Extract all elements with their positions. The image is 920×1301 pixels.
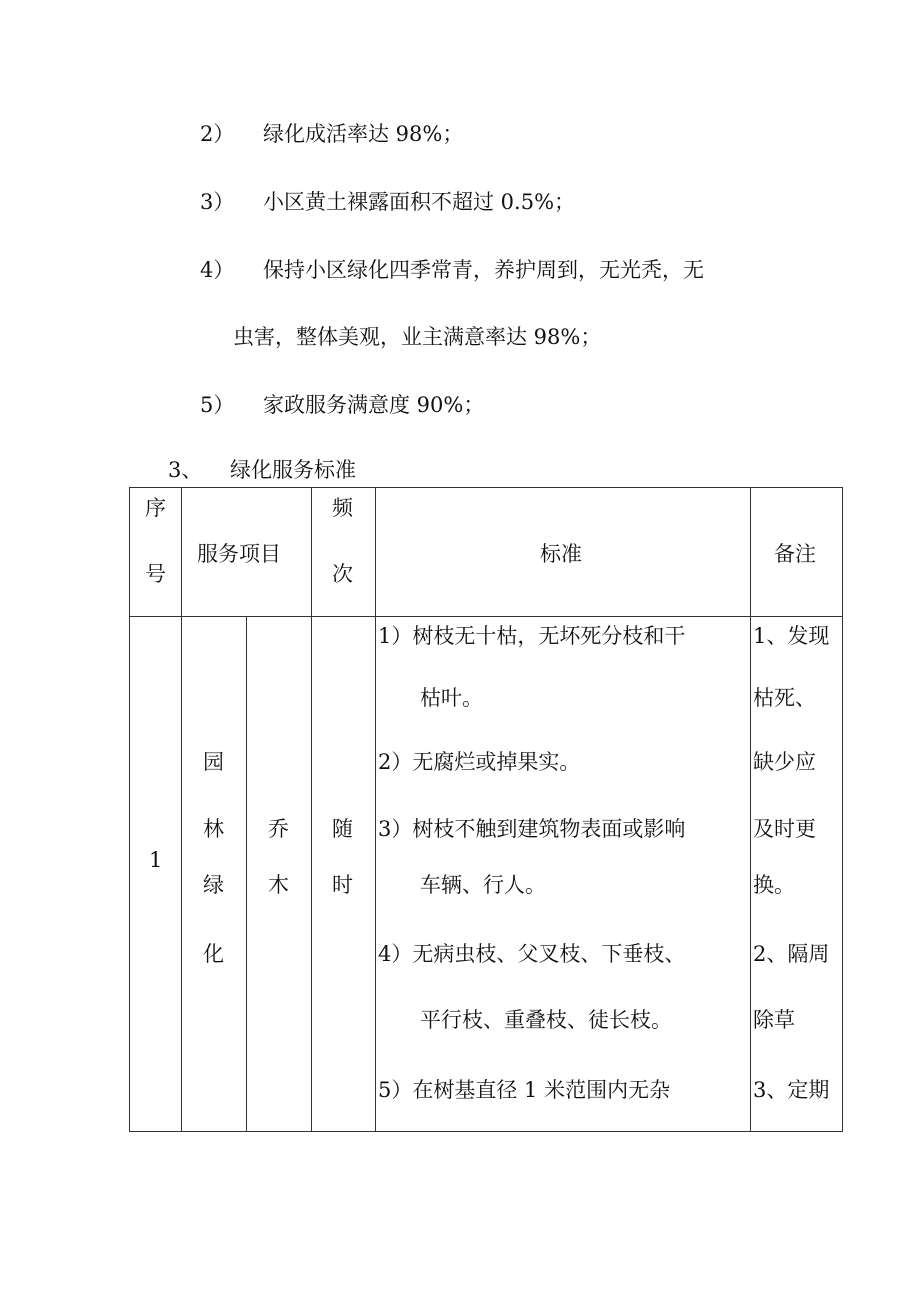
table-col-divider bbox=[750, 487, 751, 1132]
list-number: 4） bbox=[200, 258, 235, 282]
table-col-divider bbox=[311, 487, 312, 1132]
remark-line: 换。 bbox=[753, 873, 795, 897]
list-number: 5） bbox=[200, 393, 235, 417]
list-number: 3） bbox=[200, 190, 235, 214]
list-text: 虫害，整体美观，业主满意率达 98%； bbox=[233, 325, 602, 349]
category-char: 化 bbox=[203, 942, 224, 966]
list-text: 保持小区绿化四季常青，养护周到，无光秃，无 bbox=[263, 258, 704, 282]
standard-line: 3）树枝不触到建筑物表面或影响 bbox=[378, 817, 686, 841]
standard-line: 枯叶。 bbox=[378, 686, 483, 710]
standard-line: 2）无腐烂或掉果实。 bbox=[378, 750, 581, 774]
category-char: 绿 bbox=[203, 873, 224, 897]
list-text: 绿化成活率达 98%； bbox=[263, 122, 464, 146]
header-remark: 备注 bbox=[774, 542, 816, 566]
list-number: 2） bbox=[200, 122, 235, 146]
standard-line: 5）在树基直径 1 米范围内无杂 bbox=[378, 1078, 671, 1102]
header-standard: 标准 bbox=[540, 542, 582, 566]
header-freq-char: 频 bbox=[332, 496, 353, 520]
subitem-char: 木 bbox=[268, 873, 289, 897]
header-service-item: 服务项目 bbox=[197, 542, 281, 566]
table-col-divider bbox=[246, 616, 247, 1132]
table-border-right bbox=[842, 487, 843, 1132]
section-title: 绿化服务标准 bbox=[230, 458, 356, 482]
freq-char: 时 bbox=[332, 873, 353, 897]
standard-line: 平行枝、重叠枝、徒长枝。 bbox=[378, 1008, 672, 1032]
standard-line: 4）无病虫枝、父叉枝、下垂枝、 bbox=[378, 942, 686, 966]
category-char: 林 bbox=[203, 817, 224, 841]
table-col-divider bbox=[181, 487, 182, 1132]
standard-line: 1）树枝无十枯，无坏死分枝和干 bbox=[378, 624, 686, 648]
subitem-char: 乔 bbox=[268, 817, 289, 841]
list-text: 小区黄土裸露面积不超过 0.5%； bbox=[263, 190, 576, 214]
row-seq: 1 bbox=[149, 848, 163, 872]
section-number: 3、 bbox=[168, 458, 203, 482]
header-seq-char: 号 bbox=[145, 562, 166, 586]
freq-char: 随 bbox=[332, 817, 353, 841]
remark-line: 枯死、 bbox=[753, 686, 816, 710]
standard-line: 车辆、行人。 bbox=[378, 873, 546, 897]
remark-line: 及时更 bbox=[753, 817, 816, 841]
remark-line: 1、发现 bbox=[753, 624, 830, 648]
table-border-left bbox=[129, 487, 130, 1132]
remark-line: 3、定期 bbox=[753, 1078, 830, 1102]
remark-line: 2、隔周 bbox=[753, 942, 830, 966]
table-header-divider bbox=[129, 616, 843, 617]
header-seq-char: 序 bbox=[145, 496, 166, 520]
table-border-bottom bbox=[129, 1131, 843, 1132]
table-col-divider bbox=[375, 487, 376, 1132]
header-freq-char: 次 bbox=[332, 562, 353, 586]
remark-line: 除草 bbox=[753, 1008, 795, 1032]
category-char: 园 bbox=[203, 750, 224, 774]
table-border-top bbox=[129, 487, 843, 488]
remark-line: 缺少应 bbox=[753, 750, 816, 774]
list-text: 家政服务满意度 90%； bbox=[263, 393, 485, 417]
